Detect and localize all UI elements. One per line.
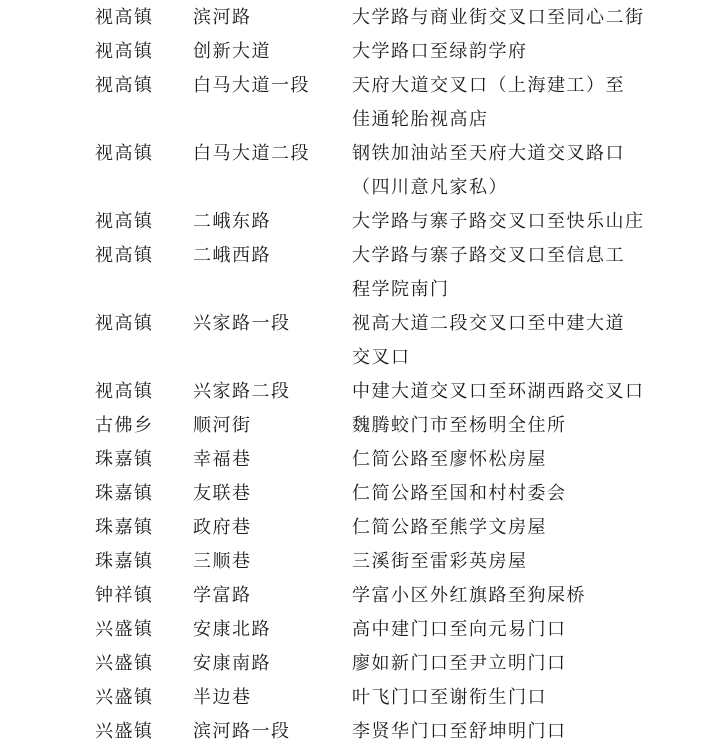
road-cell: 友联巷 bbox=[193, 483, 252, 504]
town-cell: 钟祥镇 bbox=[95, 585, 154, 606]
section-line: 天府大道交叉口（上海建工）至 bbox=[352, 75, 625, 96]
section-line: 仁简公路至国和村村委会 bbox=[352, 483, 567, 504]
table-row bbox=[0, 205, 713, 239]
road-cell: 学富路 bbox=[193, 585, 252, 606]
town-cell: 视高镇 bbox=[95, 313, 154, 334]
road-cell: 安康北路 bbox=[193, 619, 271, 640]
section-cell bbox=[352, 579, 652, 613]
town-cell: 兴盛镇 bbox=[95, 619, 154, 640]
section-cell bbox=[352, 511, 652, 545]
table-row bbox=[0, 477, 713, 511]
road-cell: 兴家路一段 bbox=[193, 313, 291, 334]
section-line: 李贤华门口至舒坤明门口 bbox=[352, 721, 567, 742]
section-cell bbox=[352, 205, 652, 239]
section-line: 大学路与寨子路交叉口至信息工 bbox=[352, 245, 625, 266]
section-cell bbox=[352, 69, 652, 137]
section-line: 廖如新门口至尹立明门口 bbox=[352, 653, 567, 674]
road-cell: 半边巷 bbox=[193, 687, 252, 708]
town-cell: 珠嘉镇 bbox=[95, 517, 154, 538]
town-cell: 兴盛镇 bbox=[95, 687, 154, 708]
road-cell: 滨河路 bbox=[193, 7, 252, 28]
table-row bbox=[0, 443, 713, 477]
road-cell: 二峨西路 bbox=[193, 245, 271, 266]
road-cell: 幸福巷 bbox=[193, 449, 252, 470]
table-row bbox=[0, 647, 713, 681]
section-line: 程学院南门 bbox=[352, 279, 450, 300]
table-row bbox=[0, 511, 713, 545]
section-cell bbox=[352, 35, 652, 69]
town-cell: 视高镇 bbox=[95, 211, 154, 232]
road-cell: 白马大道一段 bbox=[193, 75, 310, 96]
road-cell: 创新大道 bbox=[193, 41, 271, 62]
table-row bbox=[0, 681, 713, 715]
section-cell bbox=[352, 715, 652, 749]
section-cell bbox=[352, 1, 652, 35]
section-line: 交叉口 bbox=[352, 347, 411, 368]
table-row bbox=[0, 545, 713, 579]
town-cell: 珠嘉镇 bbox=[95, 449, 154, 470]
section-line: 大学路与商业街交叉口至同心二街 bbox=[352, 7, 645, 28]
road-cell: 白马大道二段 bbox=[193, 143, 310, 164]
section-cell bbox=[352, 443, 652, 477]
section-line: 高中建门口至向元易门口 bbox=[352, 619, 567, 640]
town-cell: 珠嘉镇 bbox=[95, 483, 154, 504]
road-cell: 二峨东路 bbox=[193, 211, 271, 232]
table-row bbox=[0, 137, 713, 205]
town-cell: 兴盛镇 bbox=[95, 721, 154, 742]
town-cell: 视高镇 bbox=[95, 41, 154, 62]
section-line: 中建大道交叉口至环湖西路交叉口 bbox=[352, 381, 645, 402]
road-cell: 安康南路 bbox=[193, 653, 271, 674]
section-cell bbox=[352, 613, 652, 647]
section-line: 学富小区外红旗路至狗屎桥 bbox=[352, 585, 586, 606]
section-cell bbox=[352, 137, 652, 205]
town-cell: 视高镇 bbox=[95, 381, 154, 402]
town-cell: 珠嘉镇 bbox=[95, 551, 154, 572]
road-cell: 兴家路二段 bbox=[193, 381, 291, 402]
table-row bbox=[0, 375, 713, 409]
town-cell: 视高镇 bbox=[95, 245, 154, 266]
road-cell: 滨河路一段 bbox=[193, 721, 291, 742]
section-cell bbox=[352, 545, 652, 579]
table-row bbox=[0, 715, 713, 749]
section-line: 佳通轮胎视高店 bbox=[352, 109, 489, 130]
section-line: 叶飞门口至谢衔生门口 bbox=[352, 687, 547, 708]
table-row bbox=[0, 35, 713, 69]
section-line: 魏腾蛟门市至杨明全住所 bbox=[352, 415, 567, 436]
section-line: （四川意凡家私） bbox=[352, 177, 508, 198]
section-line: 大学路与寨子路交叉口至快乐山庄 bbox=[352, 211, 645, 232]
table-row bbox=[0, 307, 713, 375]
table-row bbox=[0, 1, 713, 35]
section-cell bbox=[352, 477, 652, 511]
table-row bbox=[0, 239, 713, 307]
section-line: 仁简公路至熊学文房屋 bbox=[352, 517, 547, 538]
section-cell bbox=[352, 409, 652, 443]
town-cell: 兴盛镇 bbox=[95, 653, 154, 674]
section-cell bbox=[352, 239, 652, 307]
road-cell: 三顺巷 bbox=[193, 551, 252, 572]
section-line: 三溪街至雷彩英房屋 bbox=[352, 551, 528, 572]
table-row bbox=[0, 409, 713, 443]
section-cell bbox=[352, 681, 652, 715]
road-cell: 顺河街 bbox=[193, 415, 252, 436]
table-row bbox=[0, 579, 713, 613]
section-cell bbox=[352, 647, 652, 681]
section-cell bbox=[352, 307, 652, 375]
section-line: 仁简公路至廖怀松房屋 bbox=[352, 449, 547, 470]
section-line: 大学路口至绿韵学府 bbox=[352, 41, 528, 62]
town-cell: 古佛乡 bbox=[95, 415, 154, 436]
table-row bbox=[0, 69, 713, 137]
section-line: 钢铁加油站至天府大道交叉路口 bbox=[352, 143, 625, 164]
town-cell: 视高镇 bbox=[95, 75, 154, 96]
road-cell: 政府巷 bbox=[193, 517, 252, 538]
town-cell: 视高镇 bbox=[95, 143, 154, 164]
table-row bbox=[0, 613, 713, 647]
section-cell bbox=[352, 375, 652, 409]
section-line: 视高大道二段交叉口至中建大道 bbox=[352, 313, 625, 334]
town-cell: 视高镇 bbox=[95, 7, 154, 28]
